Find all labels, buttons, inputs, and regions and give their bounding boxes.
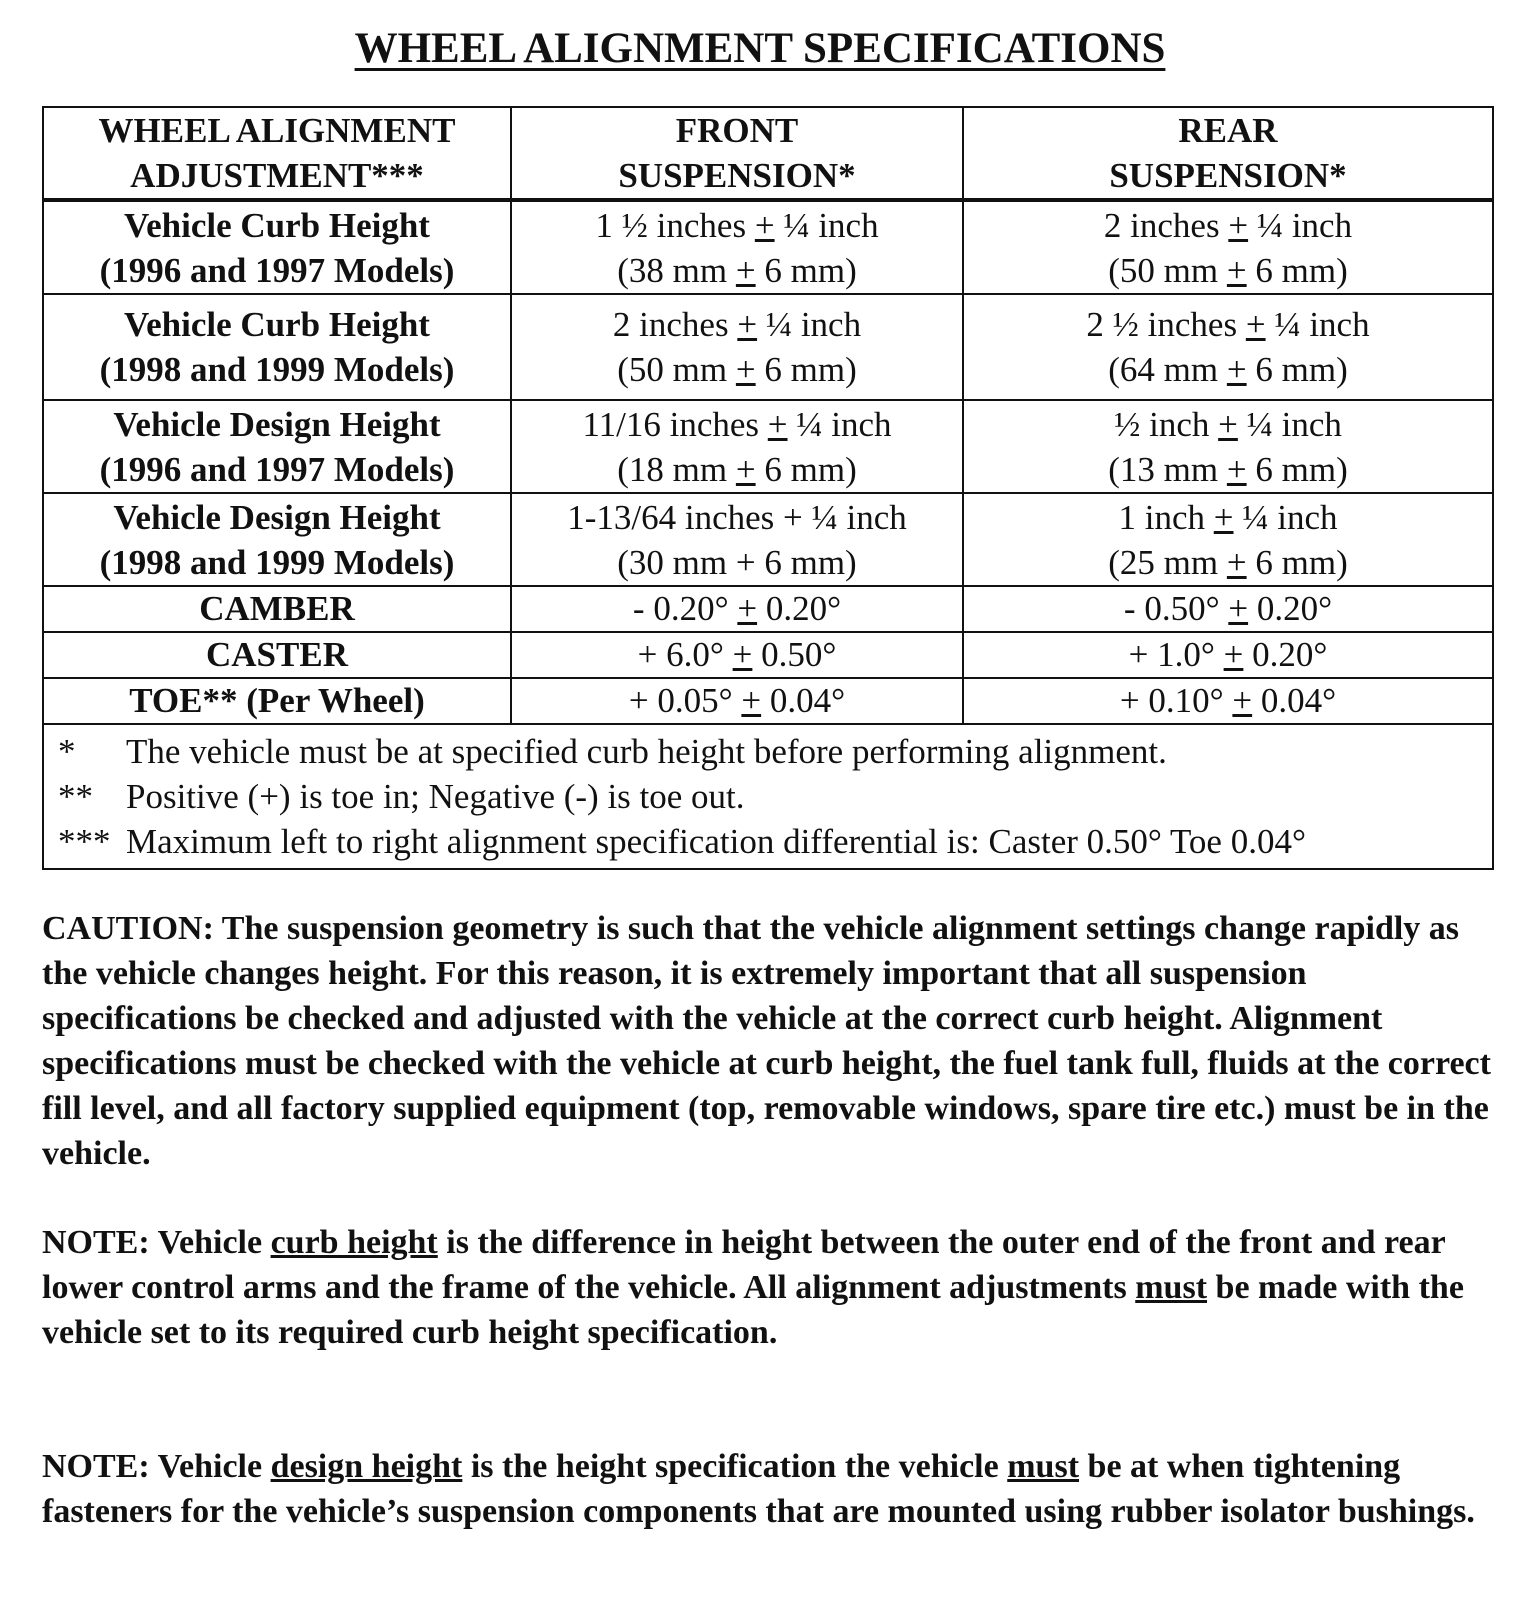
row-label: Vehicle Design Height (1998 and 1999 Models) xyxy=(43,493,511,586)
row-label: CASTER xyxy=(43,632,511,678)
caution-paragraph: CAUTION: The suspension geometry is such that the vehicle alignment settings change rapidly as the vehicle changes height. For this reason, it is extremely important that all suspension specifications be checked and adjusted with the vehicle at the correct curb height. Alignment specifications must be checked with the vehicle at curb height, the fuel tank full, fluids at the correct fill level, and all factory supplied equipment (top, removable windows, spare tire etc.) must be in the vehicle. xyxy=(42,910,1491,1172)
rear-value: ½ inch + ¼ inch (13 mm + 6 mm) xyxy=(963,400,1493,493)
footnote: ** Positive (+) is toe in; Negative (-) is toe out. xyxy=(58,777,745,816)
header-front-suspension: FRONT SUSPENSION* xyxy=(511,107,963,200)
front-value: 2 inches + ¼ inch (50 mm + 6 mm) xyxy=(511,294,963,400)
note-curb-height: NOTE: Vehicle curb height is the difference in height between the outer end of the front and rear lower control arms and the frame of the vehicle. All alignment adjustments must be made with the vehicle set to its required curb height specification. xyxy=(42,1224,1464,1351)
row-label: CAMBER xyxy=(43,586,511,632)
footnote: *** Maximum left to right alignment specification differential is: Caster 0.50° Toe 0.04° xyxy=(58,822,1306,861)
table-row xyxy=(43,400,1493,493)
rear-value: 2 ½ inches + ¼ inch (64 mm + 6 mm) xyxy=(963,294,1493,400)
header-adjustment: WHEEL ALIGNMENT ADJUSTMENT*** xyxy=(43,107,511,200)
table-row xyxy=(43,586,1493,632)
alignment-spec-table xyxy=(42,106,1494,870)
table-header-row xyxy=(43,107,1493,200)
table-row xyxy=(43,294,1493,400)
rear-value: 1 inch + ¼ inch (25 mm + 6 mm) xyxy=(963,493,1493,586)
footnotes xyxy=(43,724,1493,869)
footnotes-row xyxy=(43,724,1493,869)
front-value: 11/16 inches + ¼ inch (18 mm + 6 mm) xyxy=(511,400,963,493)
row-label: Vehicle Design Height (1996 and 1997 Models) xyxy=(43,400,511,493)
rear-value: 2 inches + ¼ inch (50 mm + 6 mm) xyxy=(963,200,1493,294)
note-design-height: NOTE: Vehicle design height is the height specification the vehicle must be at when tightening fasteners for the vehicle’s suspension components that are mounted using rubber isolator bushings. xyxy=(42,1448,1475,1530)
rear-value: + 1.0° + 0.20° xyxy=(963,632,1493,678)
table-row xyxy=(43,678,1493,724)
table-row xyxy=(43,632,1493,678)
header-rear-suspension: REAR SUSPENSION* xyxy=(963,107,1493,200)
row-label: TOE** (Per Wheel) xyxy=(43,678,511,724)
row-label: Vehicle Curb Height (1996 and 1997 Models) xyxy=(43,200,511,294)
footnote: * The vehicle must be at specified curb height before performing alignment. xyxy=(58,732,1167,771)
row-label: Vehicle Curb Height (1998 and 1999 Models) xyxy=(43,294,511,400)
front-value: 1-13/64 inches + ¼ inch (30 mm + 6 mm) xyxy=(511,493,963,586)
front-value: - 0.20° + 0.20° xyxy=(511,586,963,632)
front-value: + 6.0° + 0.50° xyxy=(511,632,963,678)
front-value: + 0.05° + 0.04° xyxy=(511,678,963,724)
table-row xyxy=(43,493,1493,586)
rear-value: + 0.10° + 0.04° xyxy=(963,678,1493,724)
rear-value: - 0.50° + 0.20° xyxy=(963,586,1493,632)
table-row xyxy=(43,200,1493,294)
front-value: 1 ½ inches + ¼ inch (38 mm + 6 mm) xyxy=(511,200,963,294)
page-title: WHEEL ALIGNMENT SPECIFICATIONS xyxy=(354,25,1166,72)
